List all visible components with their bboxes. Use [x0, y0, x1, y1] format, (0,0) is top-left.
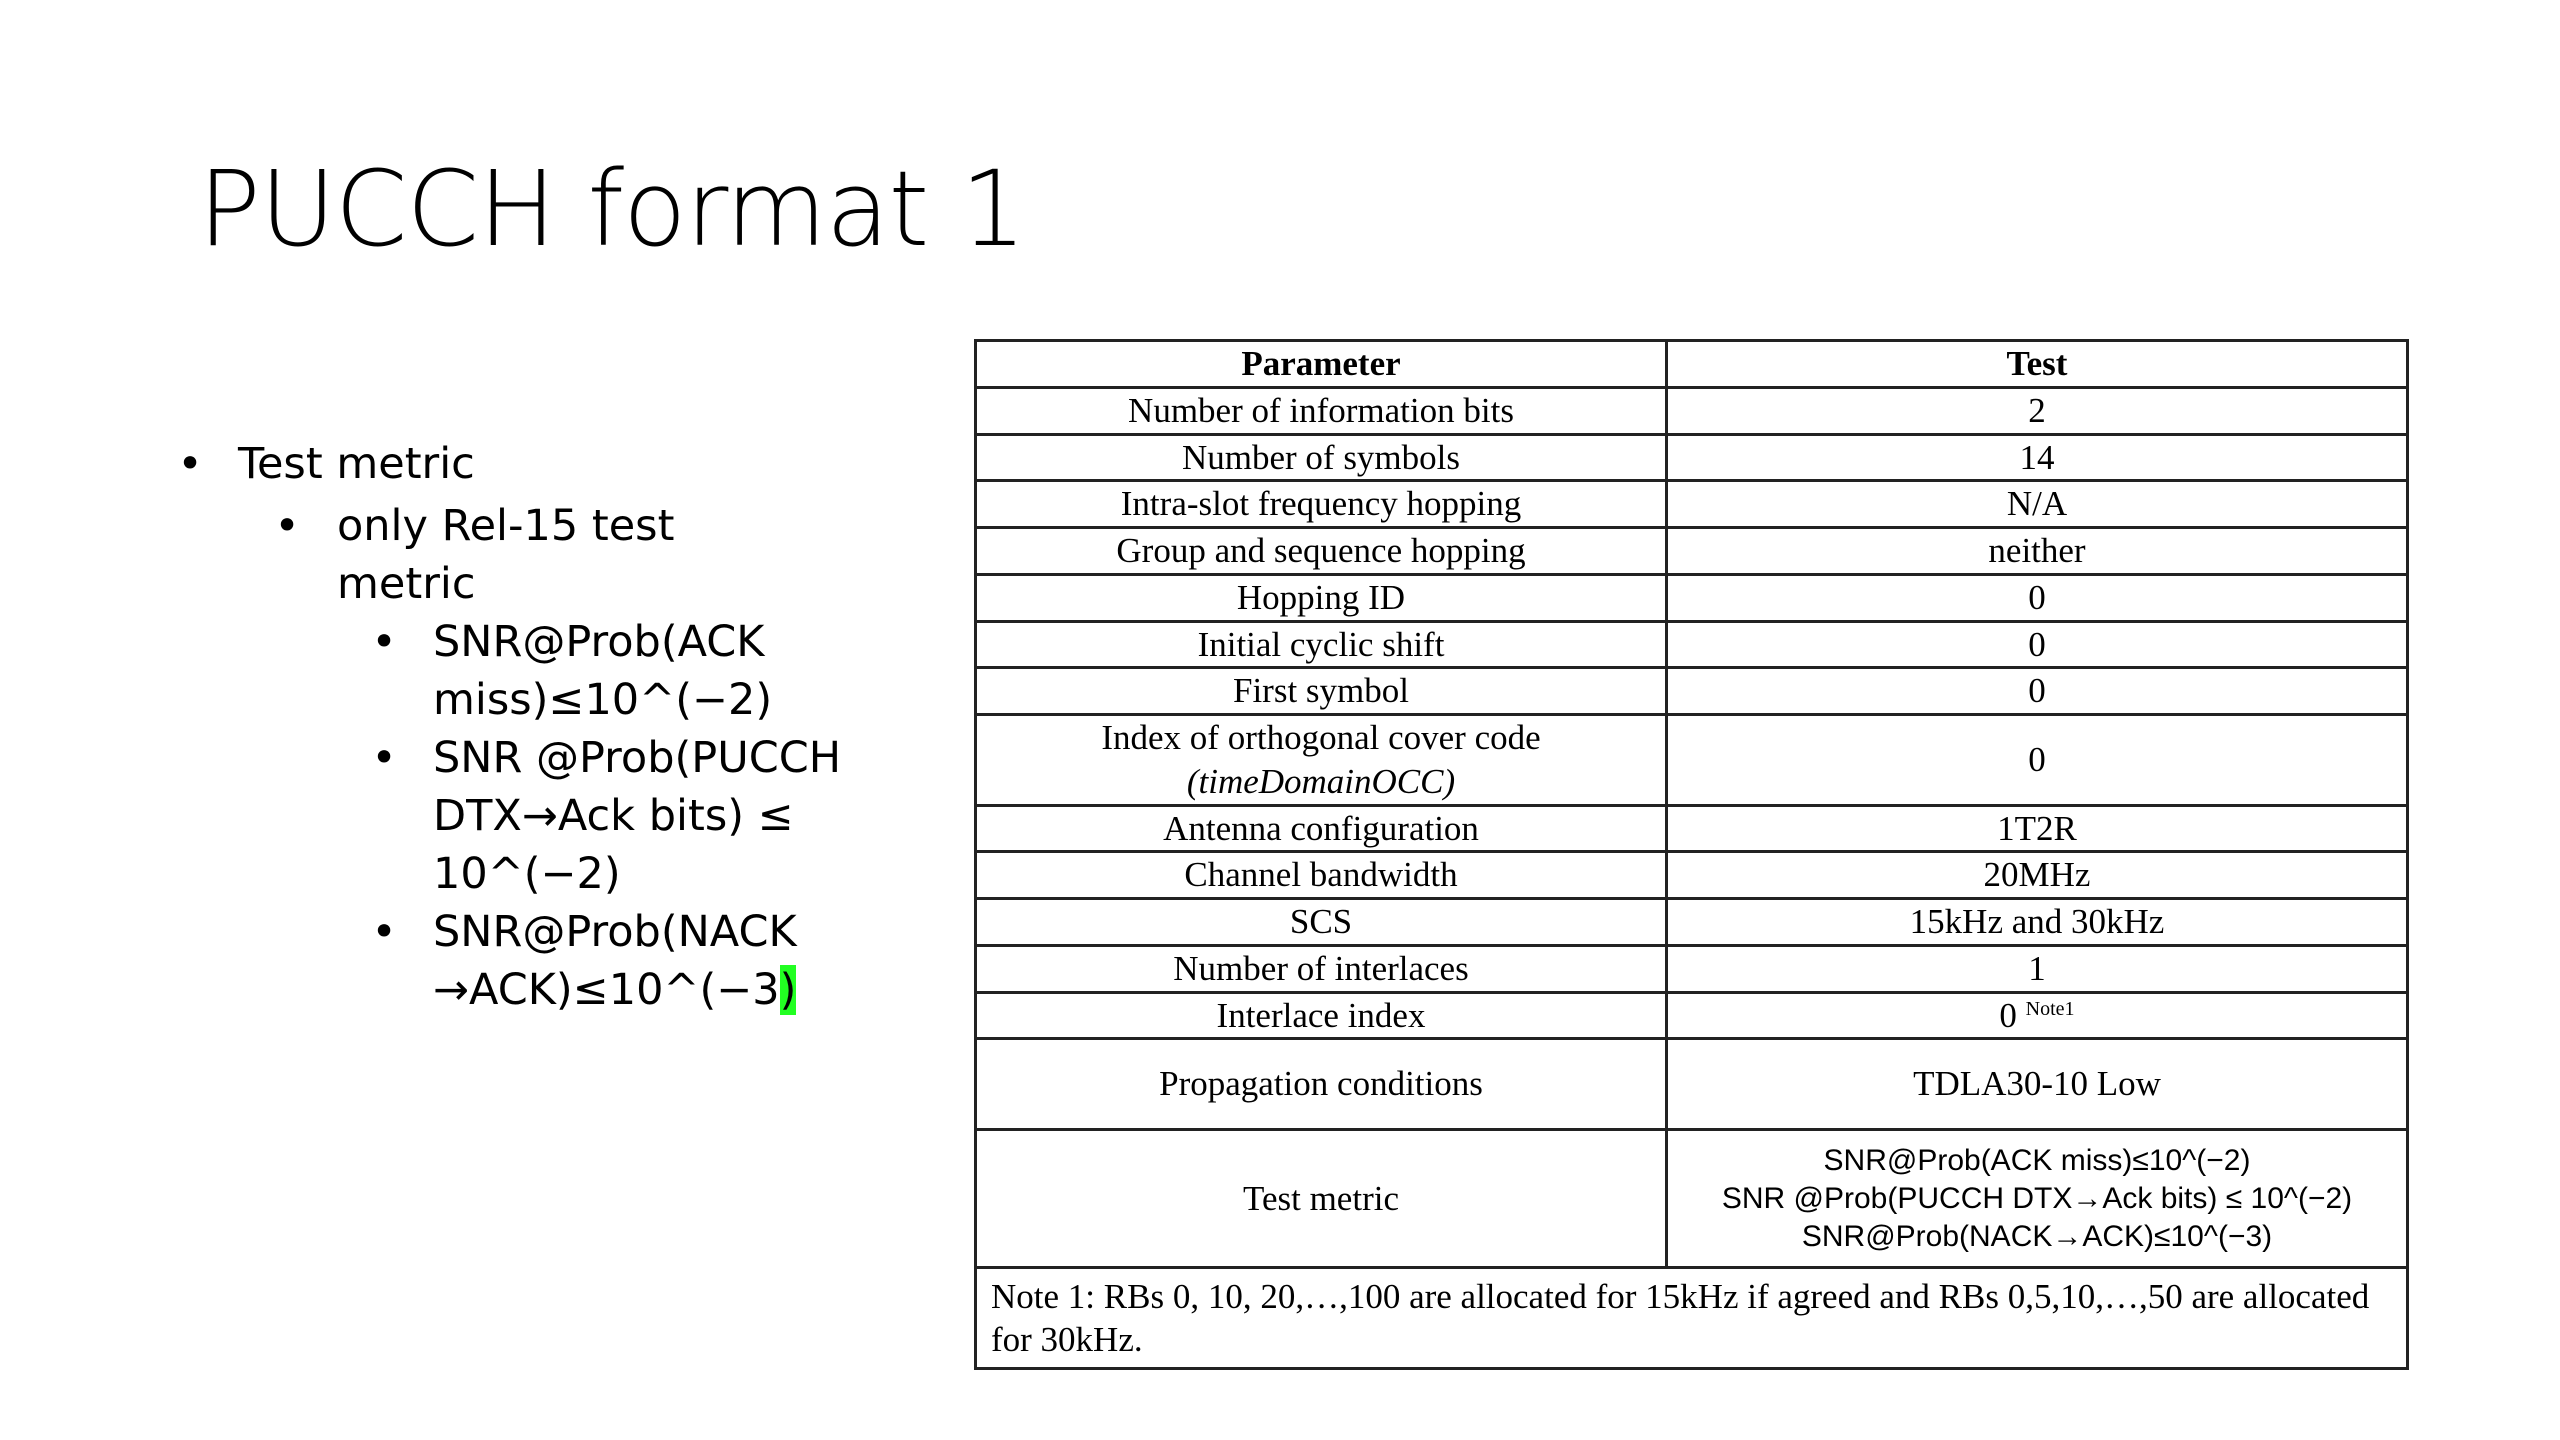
param-cell: Number of information bits: [976, 387, 1667, 434]
value-cell: N/A: [1667, 481, 2408, 528]
value-cell: 2: [1667, 387, 2408, 434]
table-note-row: [976, 1268, 2408, 1369]
bullet-dot-icon: •: [371, 617, 397, 667]
metric-line: SNR@Prob(ACK miss)≤10^(−2): [1823, 1143, 2251, 1177]
value-cell: 0: [1667, 668, 2408, 715]
bullet-ack-miss: [175, 613, 953, 729]
bullet-dtx: [175, 729, 953, 903]
value-cell: 0: [1667, 715, 2408, 806]
table-row: [976, 852, 2408, 899]
bullet-dot-icon: •: [274, 501, 300, 551]
occ-label: Index of orthogonal cover code: [1101, 718, 1541, 757]
bullet-text: Test metric: [238, 439, 475, 489]
param-cell: Number of interlaces: [976, 945, 1667, 992]
bullet-dot-icon: •: [177, 439, 203, 489]
table-note: Note 1: RBs 0, 10, 20,…,100 are allocated for 15kHz if agreed and RBs 0,5,10,…,50 are allocated for 30kHz.: [976, 1268, 2408, 1369]
param-cell: Test metric: [976, 1130, 1667, 1268]
table-row: [976, 805, 2408, 852]
value-cell: [1667, 992, 2408, 1039]
table-row: [976, 945, 2408, 992]
param-cell: Group and sequence hopping: [976, 528, 1667, 575]
table-row: [976, 574, 2408, 621]
table-row: [976, 434, 2408, 481]
param-cell: [976, 715, 1667, 806]
header-test: Test: [1667, 341, 2408, 388]
metric-line: SNR @Prob(PUCCH DTX→Ack bits) ≤ 10^(−2): [1721, 1181, 2353, 1215]
table-row-interlace: [976, 992, 2408, 1039]
bullet-rel15: [175, 497, 815, 613]
table-row: [976, 899, 2408, 946]
table-row: [976, 481, 2408, 528]
param-cell: Interlace index: [976, 992, 1667, 1039]
bullet-test-metric: [175, 435, 815, 493]
table-row: [976, 621, 2408, 668]
bullet-dot-icon: •: [371, 733, 397, 783]
parameter-table: [974, 339, 2409, 1370]
param-cell: Propagation conditions: [976, 1039, 1667, 1130]
table-row-occ: [976, 715, 2408, 806]
value-cell: 1T2R: [1667, 805, 2408, 852]
interlace-value: 0: [1999, 995, 2017, 1035]
parameter-table-wrapper: [974, 339, 2409, 1370]
bullet-nack: [175, 903, 953, 1019]
param-cell: Number of symbols: [976, 434, 1667, 481]
bullet-text: SNR @Prob(PUCCH DTX→Ack bits) ≤ 10^(−2): [433, 733, 842, 899]
table-row: [976, 668, 2408, 715]
bullet-dot-icon: •: [371, 907, 397, 957]
value-cell: 1: [1667, 945, 2408, 992]
note-reference: Note1: [2025, 997, 2075, 1020]
value-cell: 14: [1667, 434, 2408, 481]
param-cell: First symbol: [976, 668, 1667, 715]
table-header-row: [976, 341, 2408, 388]
header-parameter: Parameter: [976, 341, 1667, 388]
value-cell: 15kHz and 30kHz: [1667, 899, 2408, 946]
occ-label-italic: (timeDomainOCC): [1186, 761, 1456, 801]
metric-line: SNR@Prob(NACK→ACK)≤10^(−3): [1801, 1219, 2273, 1253]
bullet-text: only Rel-15 test metric: [337, 501, 675, 609]
value-cell: 0: [1667, 621, 2408, 668]
param-cell: Antenna configuration: [976, 805, 1667, 852]
bullet-text: SNR@Prob(NACK →ACK)≤10^(−3: [433, 907, 797, 1015]
table-row-metric: [976, 1130, 2408, 1268]
table-row: [976, 387, 2408, 434]
param-cell: Intra-slot frequency hopping: [976, 481, 1667, 528]
bullet-list: [175, 435, 842, 1019]
table-row-propagation: [976, 1039, 2408, 1130]
metric-value-cell: [1667, 1130, 2408, 1268]
param-cell: Channel bandwidth: [976, 852, 1667, 899]
value-cell: neither: [1667, 528, 2408, 575]
bullet-text: SNR@Prob(ACK miss)≤10^(−2): [433, 617, 773, 725]
highlighted-text: ): [779, 965, 797, 1015]
param-cell: Initial cyclic shift: [976, 621, 1667, 668]
param-cell: SCS: [976, 899, 1667, 946]
table-row: [976, 528, 2408, 575]
param-cell: Hopping ID: [976, 574, 1667, 621]
value-cell: TDLA30-10 Low: [1667, 1039, 2408, 1130]
slide-title: PUCCH format 1: [198, 148, 1026, 270]
value-cell: 20MHz: [1667, 852, 2408, 899]
value-cell: 0: [1667, 574, 2408, 621]
